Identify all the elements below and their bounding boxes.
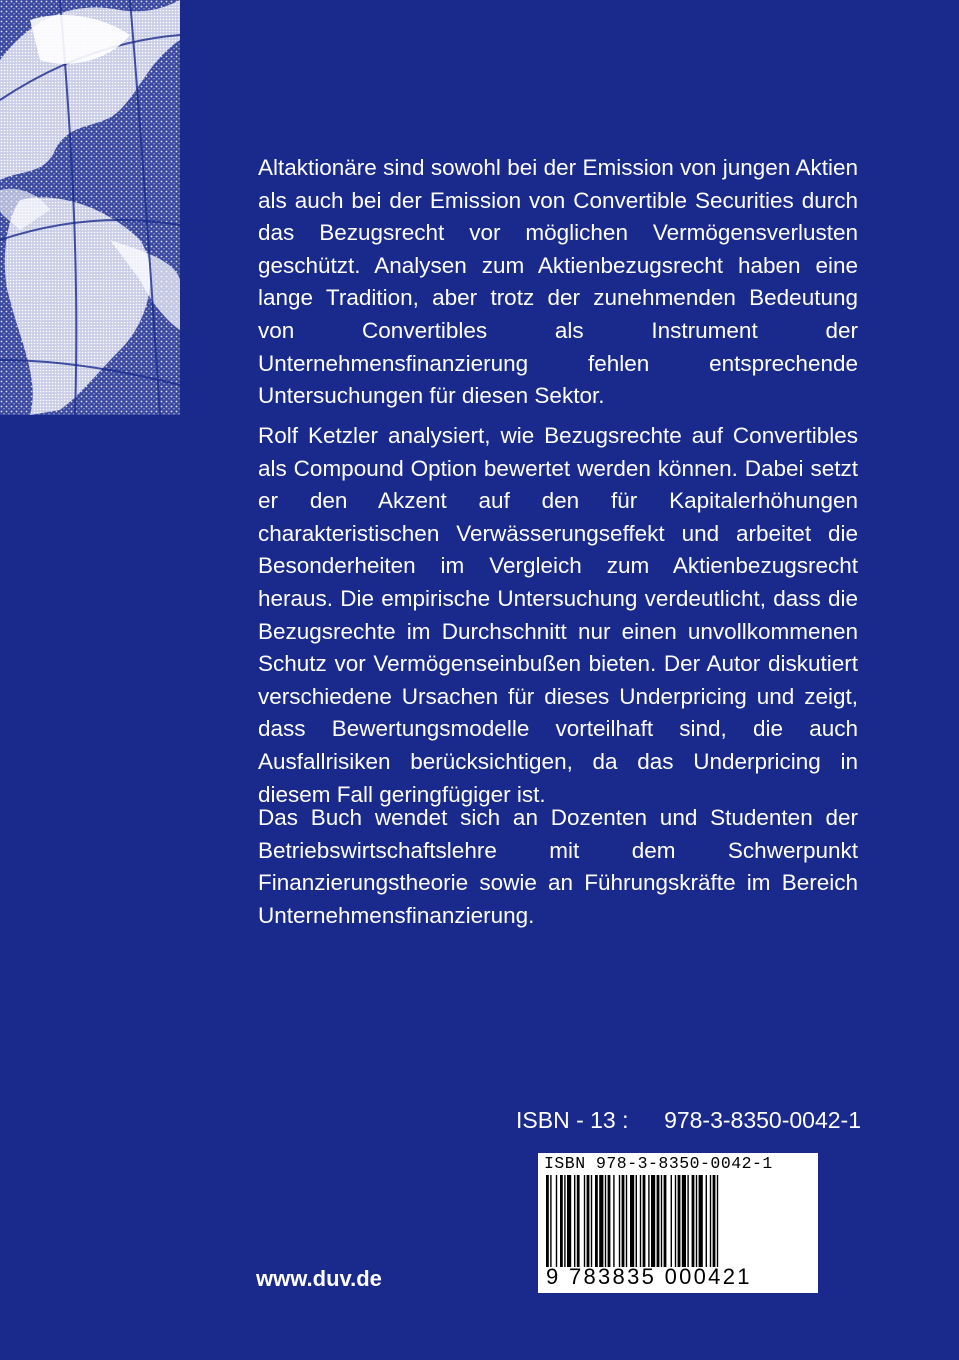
barcode-bar: [556, 1175, 557, 1267]
barcode-bar: [661, 1175, 662, 1267]
barcode-bar: [640, 1175, 641, 1267]
barcode-bar: [546, 1175, 549, 1267]
barcode-bar: [651, 1175, 655, 1267]
barcode-bar: [713, 1175, 716, 1267]
barcode-bars: [544, 1175, 812, 1267]
barcode-bar: [550, 1175, 551, 1267]
barcode-bar: [643, 1175, 646, 1267]
barcode-bar: [636, 1175, 637, 1267]
barcode-bar: [678, 1175, 681, 1267]
barcode-bar: [595, 1175, 598, 1267]
barcode-bar: [613, 1175, 614, 1267]
publisher-website: www.duv.de: [256, 1266, 382, 1291]
barcode-bar: [696, 1175, 697, 1267]
barcode-bar: [560, 1175, 563, 1267]
barcode-bar: [671, 1175, 672, 1267]
barcode-bar: [608, 1175, 611, 1267]
description-text-3: Das Buch wendet sich an Dozenten und Studenten der Betriebswirtschaftslehre mit dem Schwerpunkt Finanzierungstheorie sowie an Führungskräfte im Bereich Unternehmensfinanzierung.: [258, 805, 858, 928]
description-text-1: Altaktionäre sind sowohl bei der Emission von jungen Aktien als auch bei der Emission von Convertible Securities durch das Bezugsrecht vor möglichen Vermögensverlusten geschützt. Analysen zum Aktienbezugsrecht haben eine lange Tradition, aber trotz der zunehmenden Bedeutung von Convertibles als Instrument der Unternehmensfinanzierung fehlen entsprechende Untersuchungen für diesen Sektor.: [258, 155, 858, 409]
barcode-bar: [591, 1175, 592, 1267]
description-paragraph-2: [258, 420, 858, 811]
barcode-digits: 9 783835 000421: [546, 1264, 752, 1289]
barcode-bar: [675, 1175, 676, 1267]
isbn-number: 978-3-8350-0042-1: [664, 1107, 861, 1133]
barcode-bar: [577, 1175, 580, 1267]
barcode-bar: [622, 1175, 625, 1267]
isbn-line: [516, 1106, 861, 1134]
barcode-bar: [630, 1175, 634, 1267]
barcode-bar: [587, 1175, 590, 1267]
description-text-2: Rolf Ketzler analysiert, wie Bezugsrechte auf Convertibles als Compound Option bewertet werden können. Dabei setzt er den Akzent auf den für Kapitalerhöhungen charakteristischen Verwässerungseffekt und arbeitet die Besonderheiten im Vergleich zum Aktienbezugsrecht heraus. Die empirische Untersuchung verdeutlicht, dass die Bezugsrechte im Durchschnitt nur einen unvollkommenen Schutz vor Vermögenseinbußen bieten. Der Autor diskutiert verschiedene Ursachen für dieses Underpricing und zeigt, dass Bewertungsmodelle vorteilhaft sind, die auch Ausfallrisiken berücksichtigen, da das Underpricing in diesem Fall geringfügiger ist.: [258, 423, 858, 807]
barcode-bar: [706, 1175, 707, 1267]
barcode-bar: [710, 1175, 711, 1267]
barcode-bar: [692, 1175, 695, 1267]
barcode-bar: [687, 1175, 688, 1267]
barcode-bar: [664, 1175, 667, 1267]
barcode-isbn-text: ISBN 978-3-8350-0042-1: [544, 1154, 773, 1173]
isbn-label: ISBN - 13 :: [516, 1107, 629, 1133]
barcode-bar: [605, 1175, 606, 1267]
barcode-bar: [567, 1175, 571, 1267]
barcode-bar: [564, 1175, 565, 1267]
globe-illustration: [0, 0, 180, 415]
description-paragraph-3: [258, 802, 858, 932]
barcode-bar: [626, 1175, 627, 1267]
barcode-bar: [717, 1175, 718, 1267]
barcode-bar: [599, 1175, 603, 1267]
barcode-bar: [699, 1175, 703, 1267]
barcode-bar: [574, 1175, 575, 1267]
isbn-barcode: [538, 1153, 818, 1293]
barcode-bar: [657, 1175, 660, 1267]
barcode-bar: [584, 1175, 585, 1267]
barcode-bar: [682, 1175, 686, 1267]
barcode-bar: [648, 1175, 649, 1267]
description-paragraph-1: [258, 152, 858, 413]
barcode-bar: [619, 1175, 620, 1267]
